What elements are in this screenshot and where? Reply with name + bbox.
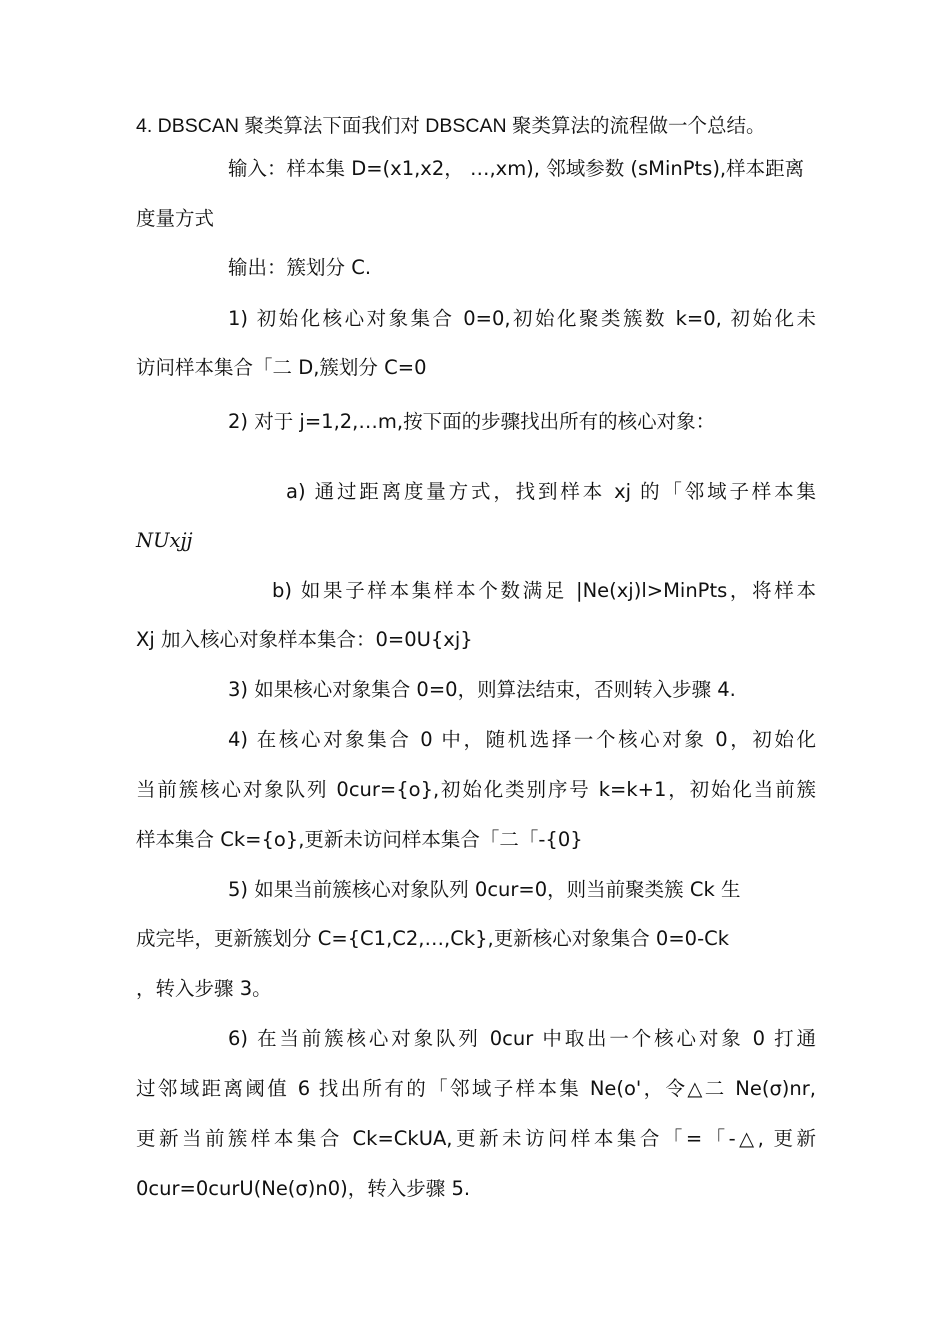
step-1-line-1: 1) 初始化核心对象集合 0=0,初始化聚类簇数 k=0, 初始化未: [228, 307, 816, 330]
step-a-line-2: NUxjj: [136, 529, 193, 552]
step-3-line: 3) 如果核心对象集合 0=0，则算法结束，否则转入步骤 4.: [228, 678, 736, 701]
input-line-1: 输入：样本集 D=(x1,x2， …,xm), 邻域参数 (sMinPts),样本距离: [228, 157, 805, 180]
step-6-line-1: 6) 在当前簇核心对象队列 0cur 中取出一个核心对象 0 打通: [228, 1027, 816, 1050]
output-line: 输出：簇划分 C.: [228, 256, 372, 279]
step-5-line-2: 成完毕，更新簇划分 C={C1,C2,…,Ck},更新核心对象集合 0=0-Ck: [136, 927, 730, 950]
step-4-line-2: 当前簇核心对象队列 0cur={o},初始化类别序号 k=k+1，初始化当前簇: [136, 778, 816, 801]
step-2-line: 2) 对于 j=1,2,…m,按下面的步骤找出所有的核心对象：: [228, 410, 716, 433]
step-6-line-4: 0cur=0curU(Ne(σ)n0)，转入步骤 5.: [136, 1177, 471, 1200]
step-b-line-2: Xj 加入核心对象样本集合：0=0U{xj}: [136, 628, 473, 651]
step-a-line-1: a) 通过距离度量方式，找到样本 xj 的「邻域子样本集: [286, 480, 816, 503]
step-6-line-2: 过邻域距离阈值 6 找出所有的「邻域子样本集 Ne(o'，令△二 Ne(σ)nr,: [136, 1077, 816, 1100]
step-b-line-1: b) 如果子样本集样本个数满足 |Ne(xj)l>MinPts，将样本: [272, 579, 816, 602]
step-5-line-1: 5) 如果当前簇核心对象队列 0cur=0，则当前聚类簇 Ck 生: [228, 878, 741, 901]
input-line-2: 度量方式: [136, 207, 215, 230]
step-4-line-1: 4) 在核心对象集合 0 中，随机选择一个核心对象 0，初始化: [228, 728, 816, 751]
step-5-line-3: ，转入步骤 3。: [136, 977, 272, 1000]
section-heading: 4. DBSCAN 聚类算法下面我们对 DBSCAN 聚类算法的流程做一个总结。: [136, 115, 766, 137]
step-4-line-3: 样本集合 Ck={o},更新未访问样本集合「二「-{0}: [136, 828, 583, 851]
step-1-line-2: 访问样本集合「二 D,簇划分 C=0: [136, 356, 427, 379]
step-6-line-3: 更新当前簇样本集合 Ck=CkUA,更新未访问样本集合「=「-△, 更新: [136, 1127, 816, 1150]
